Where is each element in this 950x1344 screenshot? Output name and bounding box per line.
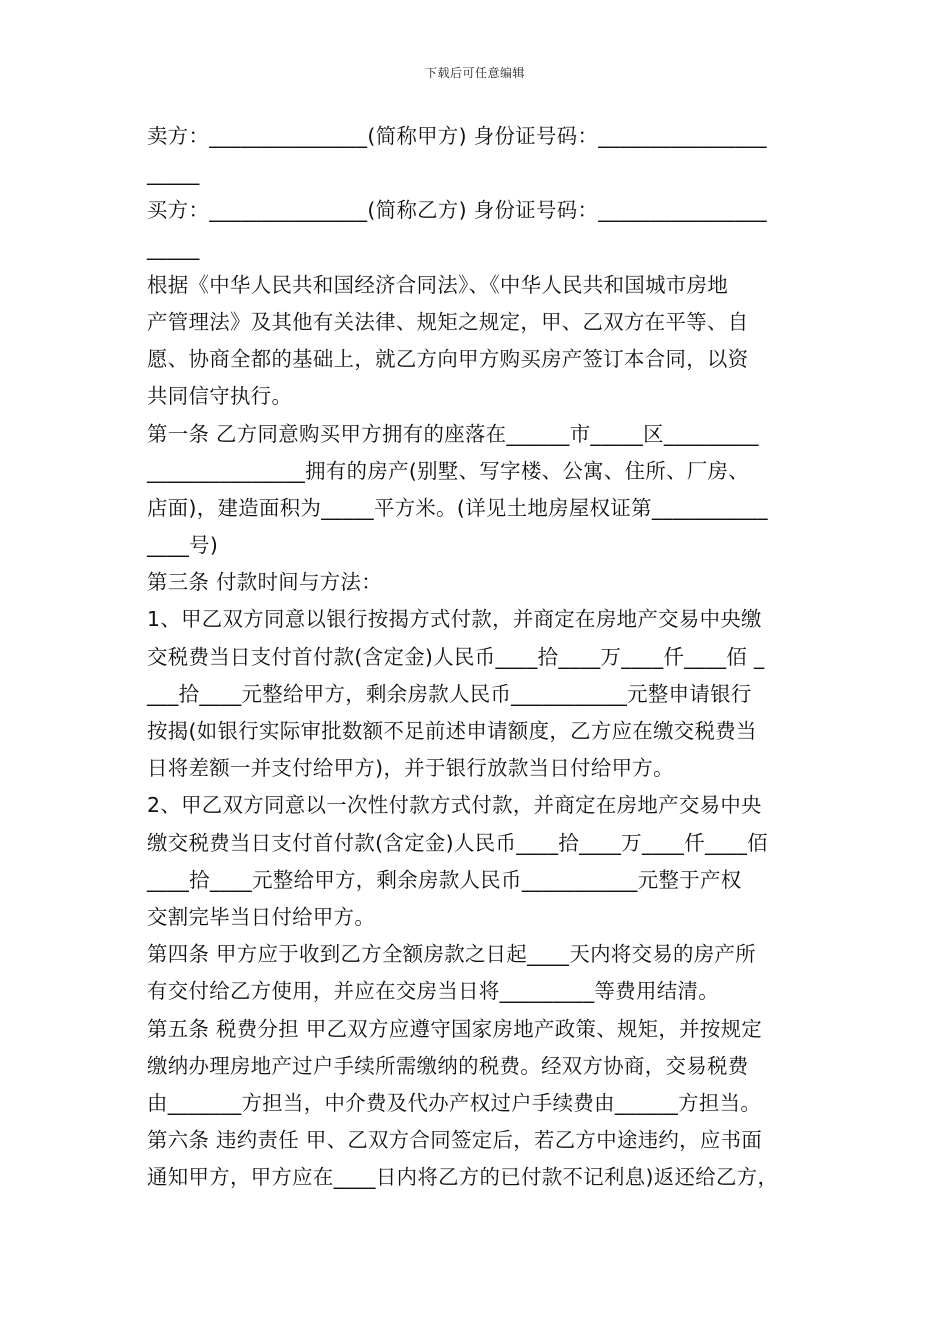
seller-line-cont: _____	[147, 161, 200, 186]
article-3-item-1-line: ___拾____元整给甲方，剩余房款人民币___________元整申请银行	[147, 681, 752, 706]
article-4-line: 有交付给乙方使用，并应在交房当日将_________等费用结清。	[147, 979, 719, 1004]
article-1-line: 店面)，建造面积为_____平方米。(详见土地房屋权证第___________	[147, 495, 768, 520]
article-3-item-1-line: 按揭(如银行实际审批数额不足前述申请额度，乙方应在缴交税费当	[147, 719, 757, 743]
article-3-heading: 第三条 付款时间与方法：	[147, 570, 382, 595]
article-3-item-2-line: 缴交税费当日支付首付款(含定金)人民币____拾____万____仟____佰	[147, 830, 768, 855]
article-3-item-2-line: ____拾____元整给甲方，剩余房款人民币___________元整于产权	[147, 867, 742, 892]
seller-line: 卖方：_______________(简称甲方) 身份证号码：________________	[147, 124, 767, 148]
article-6-line: 通知甲方，甲方应在____日内将乙方的已付款不记利息)返还给乙方，	[147, 1165, 779, 1190]
preamble-line: 根据《中华人民共和国经济合同法》、《中华人民共和国城市房地	[147, 272, 729, 297]
contract-body	[147, 118, 815, 1196]
article-4-line: 第四条 甲方应于收到乙方全额房款之日起____天内将交易的房产所	[147, 942, 757, 967]
article-5-line: 由_______方担当，中介费及代办产权过户手续费由______方担当。	[147, 1090, 762, 1115]
preamble-line: 愿、协商全都的基础上，就乙方向甲方购买房产签订本合同，以资	[147, 347, 749, 372]
article-3-item-2-line: 2、甲乙双方同意以一次性付款方式付款，并商定在房地产交易中央	[147, 793, 762, 818]
article-6-line: 第六条 违约责任 甲、乙双方合同签定后，若乙方中途违约，应书面	[147, 1128, 763, 1153]
article-3-item-1-line: 1、甲乙双方同意以银行按揭方式付款，并商定在房地产交易中央缴	[147, 607, 762, 632]
article-3-item-2-line: 交割完毕当日付给甲方。	[147, 904, 376, 929]
buyer-line-cont: _____	[147, 235, 200, 260]
preamble-line: 产管理法》及其他有关法律、规矩之规定，甲、乙双方在平等、自	[147, 309, 749, 334]
article-1-line: ____号)	[147, 533, 219, 558]
preamble-line: 共同信守执行。	[147, 384, 293, 409]
article-1-line: _______________拥有的房产(别墅、写字楼、公寓、住所、厂房、	[147, 458, 750, 483]
article-3-item-1-line: 交税费当日支付首付款(含定金)人民币____拾____万____仟____佰 _	[147, 644, 765, 669]
article-1-line: 第一条 乙方同意购买甲方拥有的座落在______市_____区_________	[147, 421, 759, 446]
article-5-line: 缴纳办理房地产过户手续所需缴纳的税费。经双方协商，交易税费	[147, 1053, 749, 1078]
page-header: 下载后可任意编辑	[424, 66, 525, 80]
buyer-line: 买方：_______________(简称乙方) 身份证号码：________________	[147, 198, 767, 223]
article-5-line: 第五条 税费分担 甲乙双方应遵守国家房地产政策、规矩，并按规定	[147, 1016, 763, 1041]
article-3-item-1-line: 日将差额一并支付给甲方)，并于银行放款当日付给甲方。	[147, 756, 674, 781]
